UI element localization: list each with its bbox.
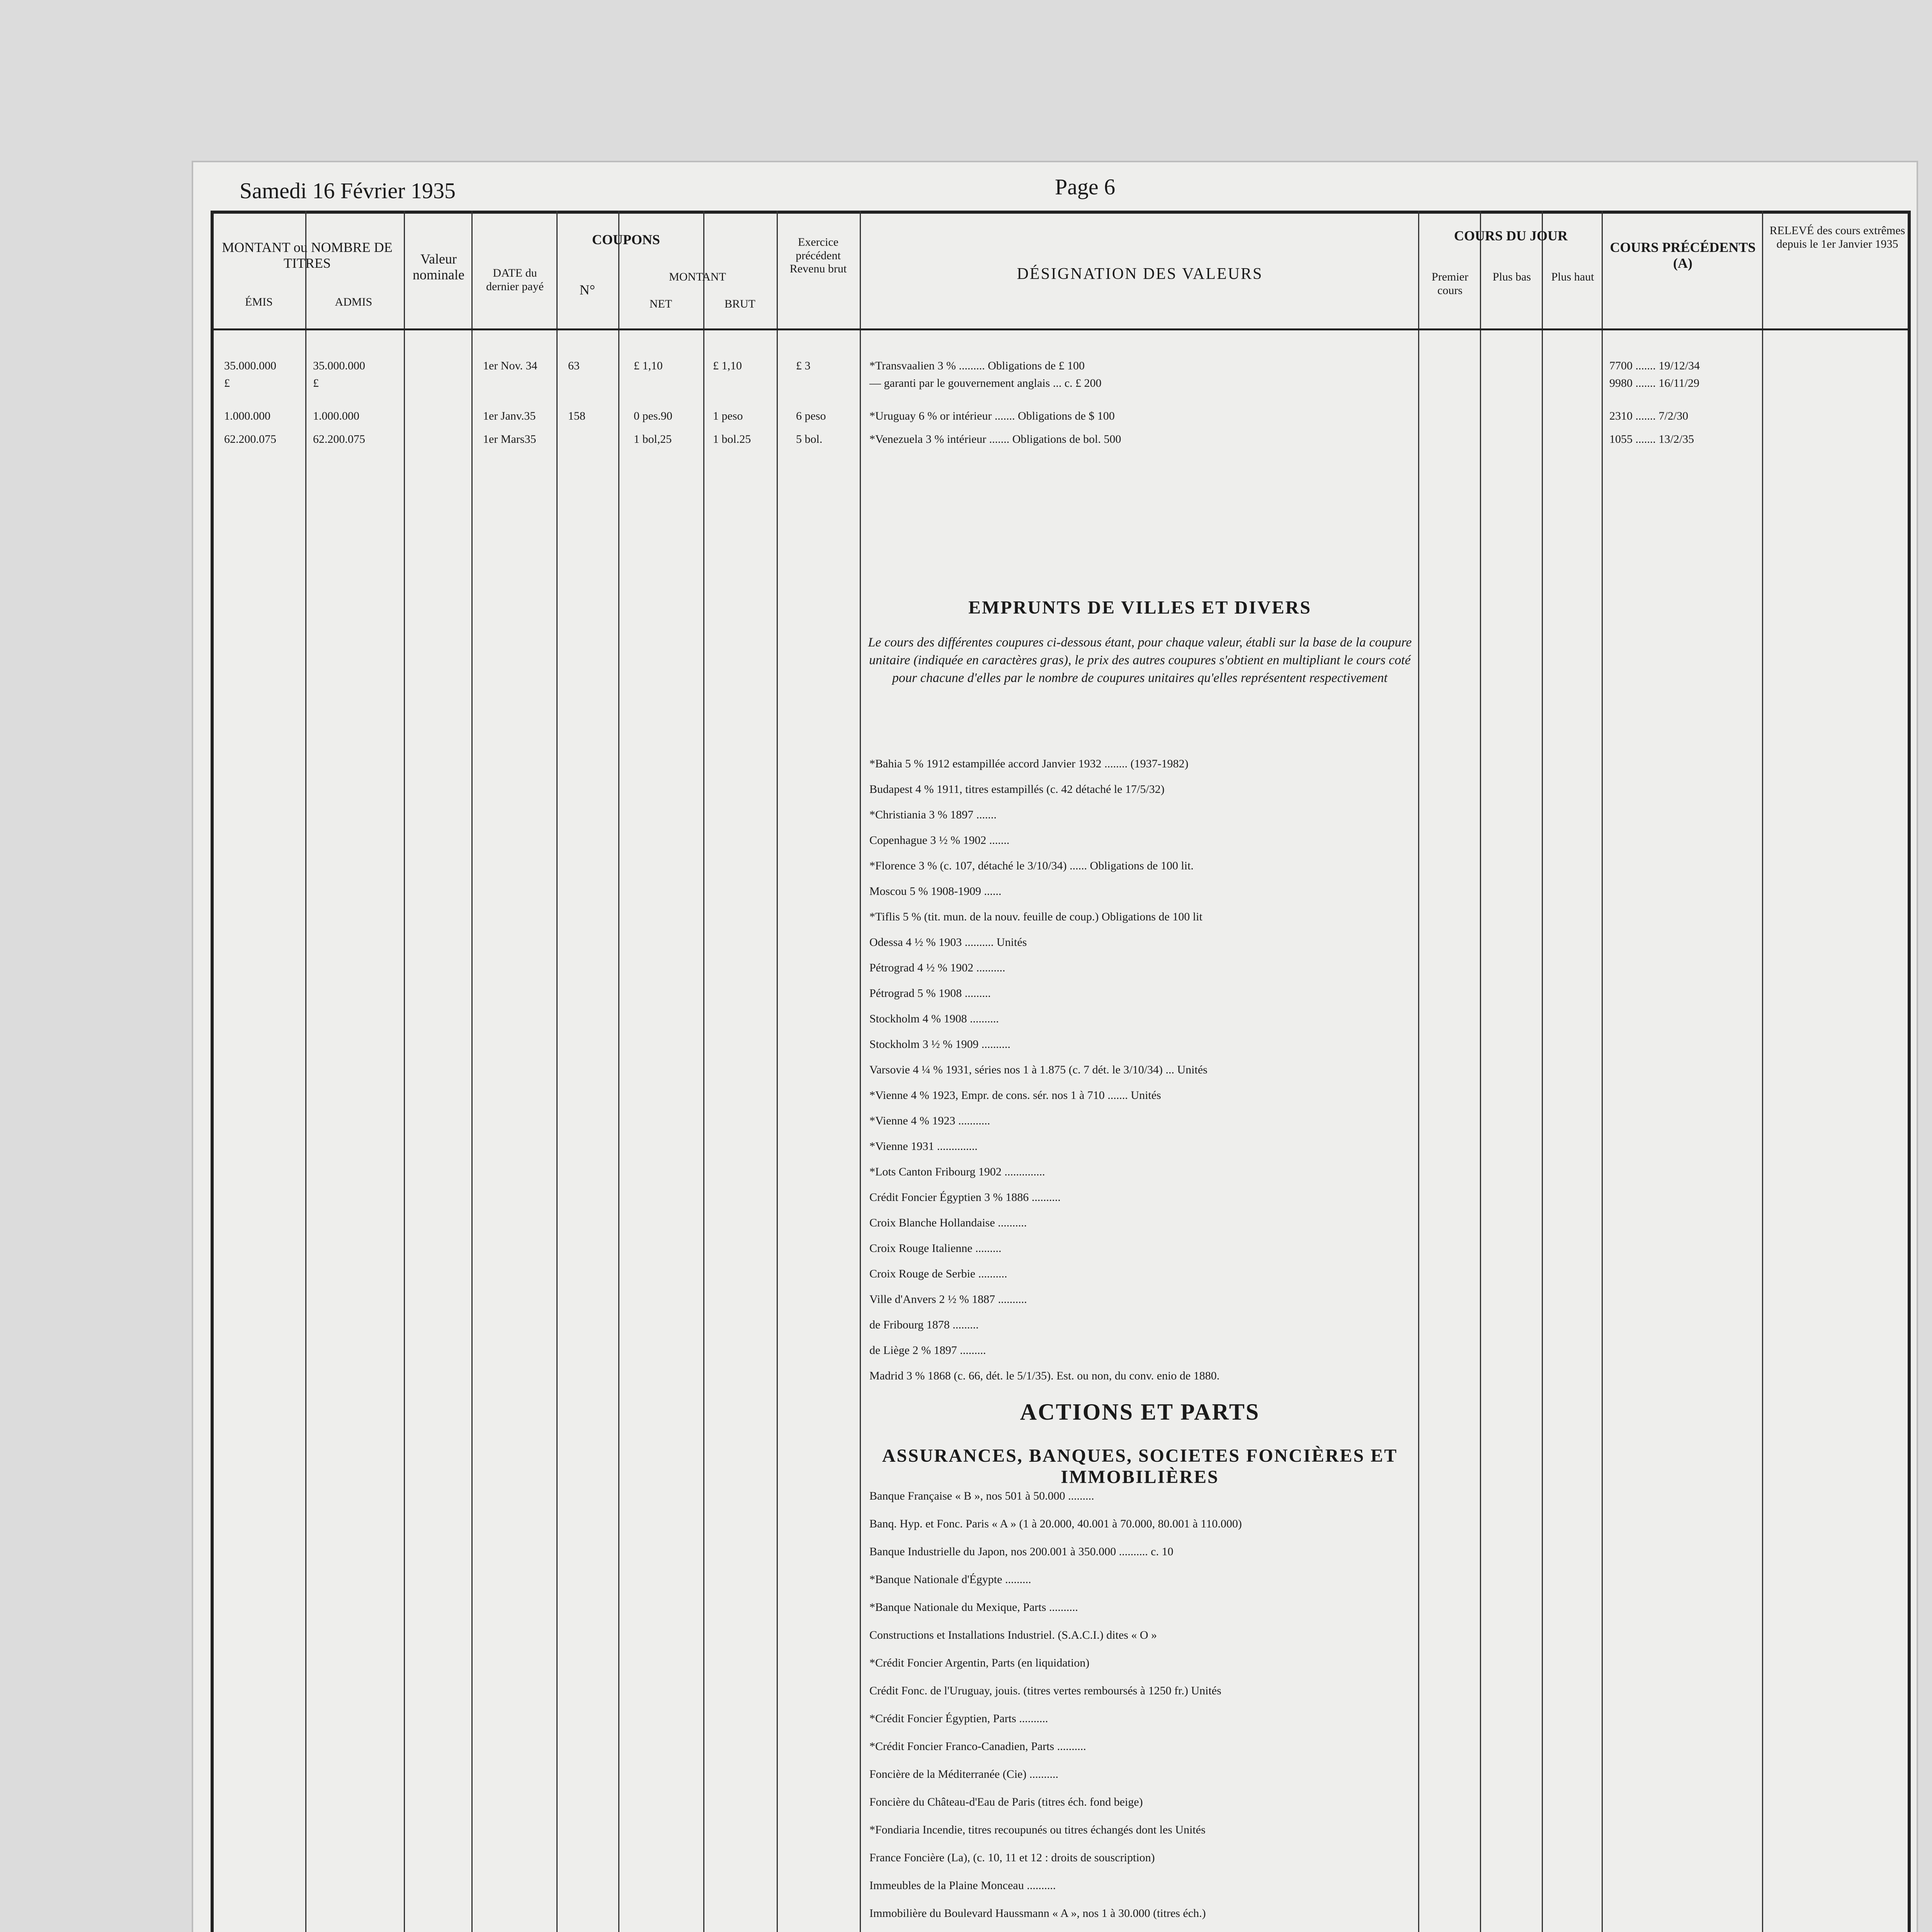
emprunt-row: *Lots Canton Fribourg 1902 .............. bbox=[869, 1165, 1045, 1178]
cell-revenu: 6 peso bbox=[796, 410, 826, 422]
col-sep bbox=[1480, 211, 1481, 1932]
assurance-row: Crédit Fonc. de l'Uruguay, jouis. (titres vertes remboursés à 1250 fr.) Unités bbox=[869, 1684, 1221, 1697]
emprunt-row: *Vienne 4 % 1923 ........... bbox=[869, 1114, 990, 1127]
cell-brut: 1 peso bbox=[713, 410, 743, 422]
header-montant-coupon: MONTANT bbox=[669, 270, 726, 283]
assurance-row: Banque Française « B », nos 501 à 50.000 ......... bbox=[869, 1490, 1094, 1502]
cell-net: 1 bol,25 bbox=[634, 433, 672, 446]
col-sep bbox=[703, 211, 704, 1932]
emprunt-row: Stockholm 4 % 1908 .......... bbox=[869, 1012, 999, 1025]
assurance-row: *Banque Nationale du Mexique, Parts .......... bbox=[869, 1601, 1078, 1614]
cell-emis: £ bbox=[224, 377, 230, 389]
emprunt-row: Croix Rouge Italienne ......... bbox=[869, 1242, 1002, 1255]
header-brut: BRUT bbox=[724, 298, 755, 310]
col-sep bbox=[404, 211, 405, 1932]
header-designation: DÉSIGNATION DES VALEURS bbox=[1017, 265, 1263, 283]
page-number: Page 6 bbox=[1055, 174, 1116, 199]
col-sep bbox=[618, 211, 619, 1932]
cell-emis: 1.000.000 bbox=[224, 410, 270, 422]
cell-date: 1er Janv.35 bbox=[483, 410, 536, 422]
assurance-row: Foncière de la Méditerranée (Cie) .......... bbox=[869, 1768, 1058, 1781]
emprunt-row: Madrid 3 % 1868 (c. 66, dét. le 5/1/35). Est. ou non, du conv. enio de 1880. bbox=[869, 1369, 1220, 1382]
emprunt-row: Varsovie 4 ¼ % 1931, séries nos 1 à 1.875 (c. 7 dét. le 3/10/34) ... Unités bbox=[869, 1063, 1208, 1076]
assurance-row: Immeubles de la Plaine Monceau .......... bbox=[869, 1879, 1056, 1892]
emprunt-row: Copenhague 3 ½ % 1902 ....... bbox=[869, 834, 1010, 847]
header-numero: N° bbox=[579, 282, 595, 298]
emprunt-row: Crédit Foncier Égyptien 3 % 1886 .......... bbox=[869, 1191, 1061, 1204]
col-sep bbox=[860, 211, 861, 1932]
section-assurances: ASSURANCES, BANQUES, SOCIETES FONCIÈRES ET IMMOBILIÈRES bbox=[882, 1446, 1398, 1487]
cell-admis: £ bbox=[313, 377, 319, 389]
emprunt-row: Croix Blanche Hollandaise .......... bbox=[869, 1216, 1027, 1229]
cell-revenu: 5 bol. bbox=[796, 433, 823, 446]
cell-cours-precedent: 2310 ....... 7/2/30 bbox=[1609, 410, 1689, 422]
emprunt-row: Stockholm 3 ½ % 1909 .......... bbox=[869, 1038, 1010, 1051]
emprunt-row: Ville d'Anvers 2 ½ % 1887 .......... bbox=[869, 1293, 1027, 1306]
assurance-row: Constructions et Installations Industriel. (S.A.C.I.) dites « O » bbox=[869, 1629, 1157, 1641]
cell-admis: 62.200.075 bbox=[313, 433, 365, 446]
emprunt-row: Pétrograd 5 % 1908 ......... bbox=[869, 987, 991, 1000]
cell-net: 0 pes.90 bbox=[634, 410, 672, 422]
assurance-row: *Crédit Foncier Égyptien, Parts .......... bbox=[869, 1712, 1048, 1725]
header-emis: ÉMIS bbox=[245, 296, 273, 308]
cell-num: 63 bbox=[568, 359, 580, 372]
emprunt-row: de Fribourg 1878 ......... bbox=[869, 1318, 979, 1331]
cell-designation: *Transvaalien 3 % ......... Obligations de £ 100 bbox=[869, 359, 1085, 372]
emprunt-row: Budapest 4 % 1911, titres estampillés (c. 42 détaché le 17/5/32) bbox=[869, 783, 1165, 796]
emprunt-row: Moscou 5 % 1908-1909 ...... bbox=[869, 885, 1002, 898]
header-plus-bas: Plus bas bbox=[1492, 270, 1531, 283]
page-date: Samedi 16 Février 1935 bbox=[240, 178, 456, 203]
header-date-dernier-paye: DATE du dernier payé bbox=[486, 267, 544, 293]
header-net: NET bbox=[649, 298, 672, 310]
header-exercice: Exercice précédent Revenu brut bbox=[789, 236, 847, 275]
emprunt-row: *Florence 3 % (c. 107, détaché le 3/10/34) ...... Obligations de 100 lit. bbox=[869, 859, 1194, 872]
header-releve: RELEVÉ des cours extrêmes depuis le 1er Janvier 1935 bbox=[1769, 224, 1905, 250]
emprunt-row: *Tiflis 5 % (tit. mun. de la nouv. feuille de coup.) Obligations de 100 lit bbox=[869, 910, 1202, 923]
header-coupons: COUPONS bbox=[592, 232, 660, 247]
emprunt-row: *Vienne 1931 .............. bbox=[869, 1140, 978, 1153]
assurance-row: France Foncière (La), (c. 10, 11 et 12 : droits de souscription) bbox=[869, 1851, 1155, 1864]
cell-emis: 35.000.000 bbox=[224, 359, 276, 372]
section-actions: ACTIONS ET PARTS bbox=[1020, 1399, 1260, 1425]
cell-designation: *Uruguay 6 % or intérieur ....... Obligations de $ 100 bbox=[869, 410, 1115, 422]
col-sep bbox=[471, 211, 473, 1932]
emprunts-note: Le cours des différentes coupures ci-dessous étant, pour chaque valeur, établi sur la base de la coupure unitaire (indiquée en caractères gras), le prix des autres coupures s'obtient en multipliant le cours coté pour chacune d'elles par le nombre de coupures unitaires qu'elles représentent respectivement bbox=[868, 635, 1412, 685]
assurance-row: Immobilière du Boulevard Haussmann « A », nos 1 à 30.000 (titres éch.) bbox=[869, 1907, 1206, 1920]
cell-num: 158 bbox=[568, 410, 585, 422]
cell-designation: *Venezuela 3 % intérieur ....... Obligations de bol. 500 bbox=[869, 433, 1121, 446]
col-sep bbox=[1418, 211, 1419, 1932]
col-sep bbox=[1762, 211, 1763, 1932]
assurance-row: Foncière du Château-d'Eau de Paris (titres éch. fond beige) bbox=[869, 1796, 1143, 1808]
assurance-row: *Banque Nationale d'Égypte ......... bbox=[869, 1573, 1031, 1586]
emprunt-row: Odessa 4 ½ % 1903 .......... Unités bbox=[869, 936, 1027, 949]
col-sep bbox=[1602, 211, 1603, 1932]
col-sep bbox=[556, 211, 558, 1932]
cell-cours-precedent: 9980 ....... 16/11/29 bbox=[1609, 377, 1700, 389]
section-emprunts: EMPRUNTS DE VILLES ET DIVERS bbox=[968, 597, 1311, 618]
assurance-row: Banque Industrielle du Japon, nos 200.001 à 350.000 .......... c. 10 bbox=[869, 1545, 1173, 1558]
header-premier-cours: Premier cours bbox=[1432, 270, 1468, 297]
assurance-row: *Crédit Foncier Argentin, Parts (en liquidation) bbox=[869, 1656, 1090, 1669]
cell-cours-precedent: 7700 ....... 19/12/34 bbox=[1609, 359, 1700, 372]
header-cours-du-jour: COURS DU JOUR bbox=[1454, 228, 1568, 243]
emprunt-row: Pétrograd 4 ½ % 1902 .......... bbox=[869, 961, 1005, 974]
header-admis: ADMIS bbox=[335, 296, 372, 308]
header-bottom-rule bbox=[211, 328, 1911, 330]
cell-date: 1er Mars35 bbox=[483, 433, 536, 446]
emprunt-row: *Christiania 3 % 1897 ....... bbox=[869, 808, 997, 821]
col-sep bbox=[777, 211, 778, 1932]
cell-admis: 35.000.000 bbox=[313, 359, 365, 372]
header-valeur-nominale: Valeur nominale bbox=[413, 251, 464, 283]
cell-designation: — garanti par le gouvernement anglais ... c. £ 200 bbox=[869, 377, 1102, 389]
cell-brut: 1 bol.25 bbox=[713, 433, 751, 446]
header-plus-haut: Plus haut bbox=[1551, 270, 1594, 283]
cell-date: 1er Nov. 34 bbox=[483, 359, 537, 372]
emprunt-row: *Bahia 5 % 1912 estampillée accord Janvier 1932 ........ (1937-1982) bbox=[869, 757, 1189, 770]
emprunt-row: Croix Rouge de Serbie .......... bbox=[869, 1267, 1007, 1280]
assurance-row: Banq. Hyp. et Fonc. Paris « A » (1 à 20.000, 40.001 à 70.000, 80.001 à 110.000) bbox=[869, 1517, 1242, 1530]
col-sep bbox=[1542, 211, 1543, 1932]
emprunt-row: de Liège 2 % 1897 ......... bbox=[869, 1344, 986, 1357]
cell-emis: 62.200.075 bbox=[224, 433, 276, 446]
cell-admis: 1.000.000 bbox=[313, 410, 359, 422]
col-sep bbox=[305, 211, 306, 1932]
page-header bbox=[240, 170, 1901, 205]
header-cours-precedents: COURS PRÉCÉDENTS (A) bbox=[1610, 240, 1756, 271]
cell-brut: £ 1,10 bbox=[713, 359, 742, 372]
assurance-row: *Crédit Foncier Franco-Canadien, Parts .......... bbox=[869, 1740, 1086, 1753]
cell-revenu: £ 3 bbox=[796, 359, 811, 372]
emprunt-row: *Vienne 4 % 1923, Empr. de cons. sér. nos 1 à 710 ....... Unités bbox=[869, 1089, 1161, 1102]
cell-net: £ 1,10 bbox=[634, 359, 663, 372]
assurance-row: *Fondiaria Incendie, titres recoupunés ou titres échangés dont les Unités bbox=[869, 1823, 1206, 1836]
header-montant: MONTANT ou NOMBRE DE TITRES bbox=[222, 240, 393, 271]
cell-cours-precedent: 1055 ....... 13/2/35 bbox=[1609, 433, 1694, 446]
